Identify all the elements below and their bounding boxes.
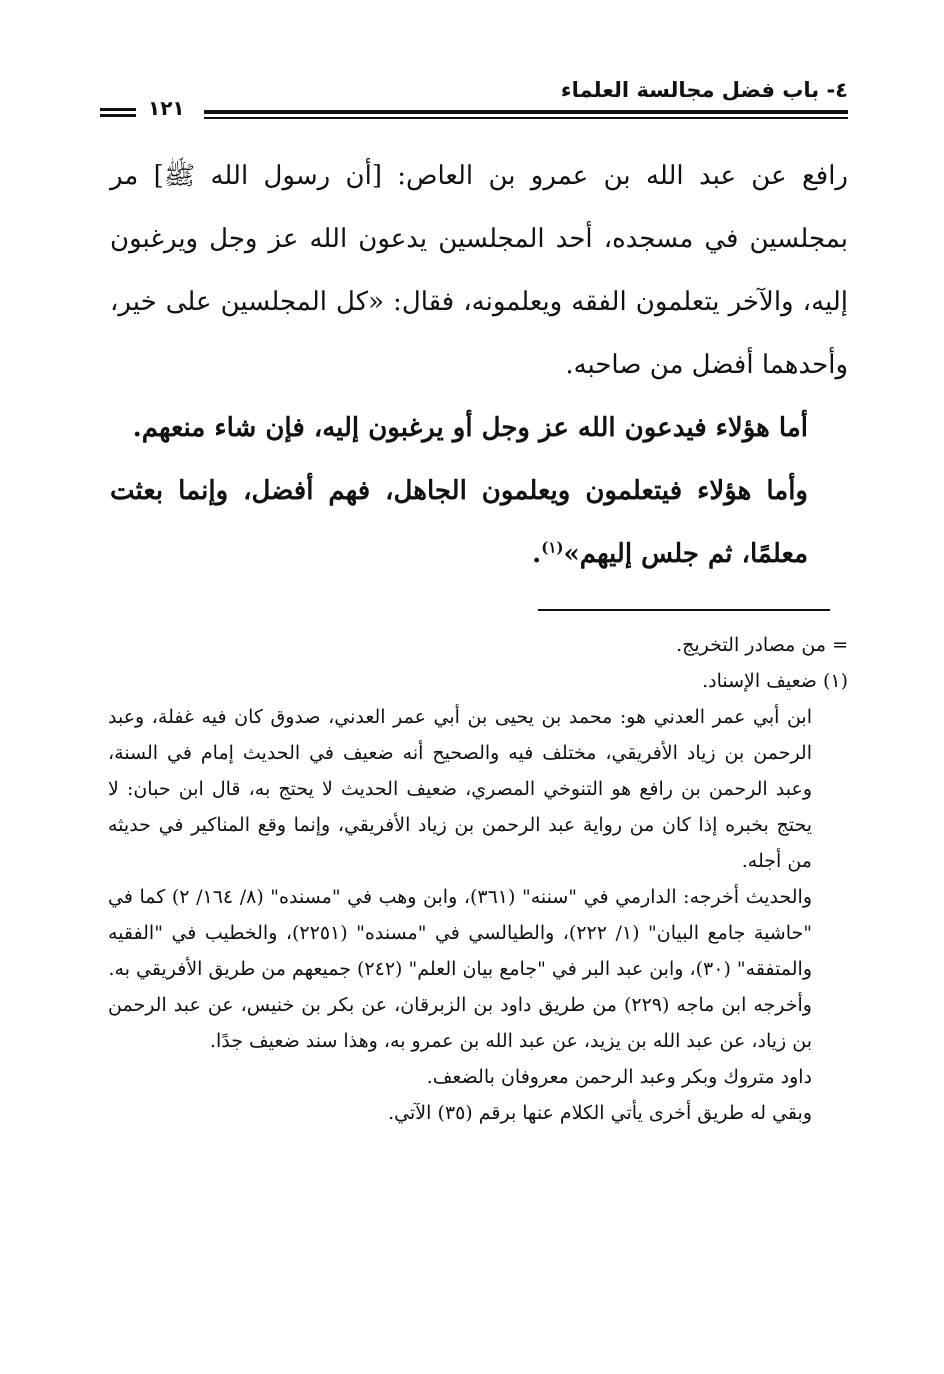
footnote-heading: (١) ضعيف الإسناد. <box>702 670 848 692</box>
footnote-paragraph: داود متروك وبكر وعبد الرحمن معروفان بالضعف. <box>426 1066 812 1088</box>
main-paragraph: أما هؤلاء فيدعون الله عز وجل أو يرغبون إليه، فإن شاء منعهم. <box>132 413 808 443</box>
footnote-separator <box>538 609 830 611</box>
footnote-paragraph: وأخرجه ابن ماجه (٢٢٩) من طريق داود بن الزبرقان، عن بكر بن خنيس، عن عبد الرحمن بن زياد، عن عبد الله بن يزيد، عن عبد الله بن عمرو به، وهذا سند ضعيف جدًا. <box>108 994 812 1052</box>
paragraph-end-mark: . <box>532 539 542 569</box>
page-number: ١٢١ <box>148 96 185 120</box>
main-paragraph-text: وأما هؤلاء فيتعلمون ويعلمون الجاهل، فهم أفضل، وإنما بعثت معلمًا، ثم جلس إليهم» <box>110 476 808 569</box>
footnote-reference: (١) <box>541 538 564 557</box>
footnote-paragraph: وبقي له طريق أخرى يأتي الكلام عنها برقم (٣٥) الآتي. <box>388 1102 812 1124</box>
page-header <box>100 78 848 128</box>
main-paragraph: رافع عن عبد الله بن عمرو بن العاص: [أن رسول الله ﷺ] مر بمجلسين في مسجده، أحد المجلسين يدعون الله عز وجل ويرغبون إليه، والآخر يتعلمون الفقه ويعلمونه، فقال: «كل المجلسين على خير، وأحدهما أفضل من صاحبه. <box>110 161 848 380</box>
page-number-dash <box>100 108 136 118</box>
header-rule-thick <box>204 110 848 114</box>
footnote-paragraph: والحديث أخرجه: الدارمي في "سننه" (٣٦١)، وابن وهب في "مسنده" (٨/ ١٦٤/ ٢) كما في "حاشية جامع البيان" (١/ ٢٢٢)، والطيالسي في "مسنده" (٢٢٥١)، والخطيب في "الفقيه والمتفقه" (٣٠)، وابن عبد البر في "جامع بيان العلم" (٢٤٢) جميعهم من طريق الأفريقي به. <box>108 886 813 980</box>
footnote-paragraph: ابن أبي عمر العدني هو: محمد بن يحيى بن أبي عمر العدني، صدوق كان فيه غفلة، وعبد الرحمن بن زياد الأفريقي، مختلف فيه والصحيح أنه ضعيف في الحديث إمام في السنة، وعبد الرحمن بن رافع هو التنوخي المصري، ضعيف الحديث لا يحتج به، قال ابن حبان: لا يحتج بخبره إذا كان من رواية عبد الرحمن بن زياد الأفريقي، وإنما وقع المناكير في حديثه من أجله. <box>108 706 812 872</box>
main-paragraph-with-ref <box>110 460 848 586</box>
footnotes <box>108 627 848 1131</box>
footnote-body <box>108 699 848 1131</box>
chapter-title: ٤- باب فضل مجالسة العلماء <box>560 78 848 102</box>
footnote-carry-over: = من مصادر التخريج. <box>676 634 848 656</box>
header-rule-thin <box>204 117 848 119</box>
main-text <box>110 145 848 586</box>
